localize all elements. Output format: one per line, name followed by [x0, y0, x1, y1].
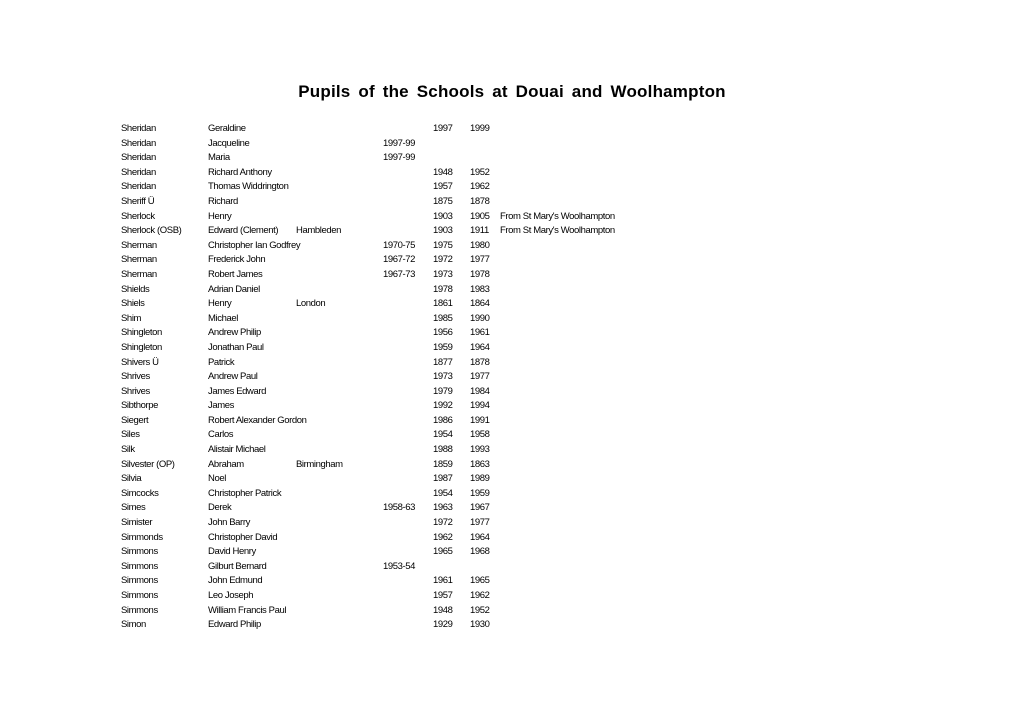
list-item: [0, 574, 1024, 589]
entry-year-cell: 1903: [433, 225, 453, 237]
list-item: [0, 428, 1024, 443]
forenames-cell: Henry: [208, 210, 232, 222]
leaving-year-cell: 1878: [470, 195, 490, 207]
surname-cell: Siegert: [121, 414, 149, 426]
surname-cell: Shrives: [121, 385, 150, 397]
forenames-cell: Geraldine: [208, 123, 246, 134]
list-item: [0, 122, 1024, 137]
forenames-cell: Carlos: [208, 429, 234, 441]
leaving-year-cell: 1863: [470, 458, 490, 470]
list-item: [0, 531, 1024, 546]
leaving-year-cell: 1864: [470, 298, 490, 310]
forenames-cell: Thomas Widdrington: [208, 181, 289, 193]
entry-year-cell: 1903: [433, 210, 453, 222]
leaving-year-cell: 1990: [470, 312, 490, 324]
forenames-cell: Richard: [208, 195, 238, 207]
surname-cell: Sheridan: [121, 166, 156, 178]
entry-year-cell: 1975: [433, 239, 453, 251]
surname-cell: Sheriff Ü: [121, 195, 155, 207]
entry-year-cell: 1972: [433, 254, 453, 266]
forenames-cell: Abraham: [208, 458, 244, 470]
list-item: [0, 253, 1024, 268]
surname-cell: Sheridan: [121, 137, 156, 149]
list-item: [0, 210, 1024, 225]
entry-year-cell: 1987: [433, 473, 453, 485]
entry-year-cell: 1961: [433, 575, 453, 587]
entry-year-cell: 1929: [433, 619, 453, 631]
forenames-cell: Andrew Paul: [208, 371, 258, 383]
entry-year-cell: 1875: [433, 195, 453, 207]
surname-cell: Shivers Ü: [121, 356, 159, 368]
list-item: [0, 356, 1024, 371]
surname-cell: Simmonds: [121, 531, 163, 543]
surname-cell: Simmons: [121, 546, 158, 558]
forenames-cell: Gilburt Bernard: [208, 560, 267, 572]
surname-cell: Simes: [121, 502, 146, 514]
place-cell: Hambleden: [296, 225, 341, 237]
surname-cell: Simcocks: [121, 487, 159, 499]
surname-cell: Simister: [121, 517, 153, 529]
forenames-cell: James: [208, 400, 234, 412]
list-item: [0, 180, 1024, 195]
entry-year-cell: 1956: [433, 327, 453, 339]
surname-cell: Sherman: [121, 254, 157, 266]
leaving-year-cell: 1958: [470, 429, 490, 441]
entry-year-cell: 1948: [433, 604, 453, 616]
forenames-cell: Derek: [208, 502, 232, 514]
place-cell: London: [296, 298, 326, 310]
entry-year-cell: 1972: [433, 517, 453, 529]
forenames-cell: Edward (Clement): [208, 225, 279, 237]
prep-years-cell: 1997-99: [383, 152, 416, 164]
prep-years-cell: 1958-63: [383, 502, 416, 514]
forenames-cell: Jacqueline: [208, 137, 250, 149]
list-item: [0, 151, 1024, 166]
entry-year-cell: 1965: [433, 546, 453, 558]
list-item: [0, 283, 1024, 298]
surname-cell: Shrives: [121, 371, 150, 383]
forenames-cell: William Francis Paul: [208, 604, 287, 616]
surname-cell: Sherman: [121, 268, 157, 280]
leaving-year-cell: 1978: [470, 268, 490, 280]
surname-cell: Silvia: [121, 473, 142, 485]
surname-cell: Simmons: [121, 604, 158, 616]
leaving-year-cell: 1962: [470, 181, 490, 193]
list-item: [0, 370, 1024, 385]
leaving-year-cell: 1952: [470, 166, 490, 178]
forenames-cell: Christopher Patrick: [208, 487, 282, 499]
list-item: [0, 560, 1024, 575]
prep-years-cell: 1953-54: [383, 560, 416, 572]
prep-years-cell: 1967-72: [383, 254, 416, 266]
list-item: [0, 487, 1024, 502]
surname-cell: Simon: [121, 619, 146, 631]
entry-year-cell: 1963: [433, 502, 453, 514]
leaving-year-cell: 1964: [470, 341, 490, 353]
forenames-cell: Frederick John: [208, 254, 266, 266]
surname-cell: Shingleton: [121, 341, 162, 353]
list-item: [0, 239, 1024, 254]
entry-year-cell: 1978: [433, 283, 453, 295]
forenames-cell: Robert James: [208, 268, 263, 280]
list-item: [0, 297, 1024, 312]
forenames-cell: Alistair Michael: [208, 444, 266, 456]
entry-year-cell: 1986: [433, 414, 453, 426]
entry-year-cell: 1997: [433, 123, 453, 134]
leaving-year-cell: 1967: [470, 502, 490, 514]
entry-year-cell: 1877: [433, 356, 453, 368]
leaving-year-cell: 1977: [470, 371, 490, 383]
forenames-cell: Andrew Philip: [208, 327, 261, 339]
forenames-cell: Henry: [208, 298, 232, 310]
forenames-cell: Noel: [208, 473, 226, 485]
entry-year-cell: 1954: [433, 429, 453, 441]
entry-year-cell: 1988: [433, 444, 453, 456]
list-item: [0, 618, 1024, 633]
leaving-year-cell: 1964: [470, 531, 490, 543]
leaving-year-cell: 1977: [470, 254, 490, 266]
surname-cell: Sherlock: [121, 210, 155, 222]
list-item: [0, 604, 1024, 619]
forenames-cell: David Henry: [208, 546, 256, 558]
list-item: [0, 545, 1024, 560]
surname-cell: Sherman: [121, 239, 157, 251]
list-item: [0, 458, 1024, 473]
entry-year-cell: 1959: [433, 341, 453, 353]
list-item: [0, 385, 1024, 400]
forenames-cell: Robert Alexander Gordon: [208, 414, 307, 426]
prep-years-cell: 1970-75: [383, 239, 416, 251]
leaving-year-cell: 1980: [470, 239, 490, 251]
forenames-cell: Richard Anthony: [208, 166, 272, 178]
forenames-cell: Leo Joseph: [208, 590, 254, 601]
list-item: [0, 268, 1024, 283]
entry-year-cell: 1962: [433, 531, 453, 543]
notes-cell: From St Mary's Woolhampton: [500, 225, 615, 237]
surname-cell: Sheridan: [121, 123, 156, 134]
list-item: [0, 399, 1024, 414]
entry-year-cell: 1957: [433, 590, 453, 601]
list-item: [0, 516, 1024, 531]
list-item: [0, 326, 1024, 341]
leaving-year-cell: 1994: [470, 400, 490, 412]
surname-cell: Shiels: [121, 298, 145, 310]
forenames-cell: Edward Philip: [208, 619, 261, 631]
entry-year-cell: 1985: [433, 312, 453, 324]
leaving-year-cell: 1965: [470, 575, 490, 587]
forenames-cell: Michael: [208, 312, 238, 324]
surname-cell: Shim: [121, 312, 142, 324]
pupil-list: [0, 122, 1024, 633]
leaving-year-cell: 1878: [470, 356, 490, 368]
leaving-year-cell: 1911: [470, 225, 489, 237]
entry-year-cell: 1979: [433, 385, 453, 397]
list-item: [0, 501, 1024, 516]
prep-years-cell: 1967-73: [383, 268, 416, 280]
entry-year-cell: 1957: [433, 181, 453, 193]
leaving-year-cell: 1952: [470, 604, 490, 616]
forenames-cell: John Edmund: [208, 575, 263, 587]
forenames-cell: Christopher David: [208, 531, 278, 543]
leaving-year-cell: 1984: [470, 385, 490, 397]
leaving-year-cell: 1959: [470, 487, 490, 499]
surname-cell: Simmons: [121, 590, 158, 601]
entry-year-cell: 1992: [433, 400, 453, 412]
forenames-cell: Jonathan Paul: [208, 341, 264, 353]
entry-year-cell: 1973: [433, 268, 453, 280]
list-item: [0, 589, 1024, 604]
list-item: [0, 312, 1024, 327]
entry-year-cell: 1861: [433, 298, 453, 310]
forenames-cell: Maria: [208, 152, 230, 164]
surname-cell: Sibthorpe: [121, 400, 159, 412]
surname-cell: Simmons: [121, 560, 158, 572]
entry-year-cell: 1948: [433, 166, 453, 178]
leaving-year-cell: 1993: [470, 444, 490, 456]
forenames-cell: John Barry: [208, 517, 250, 529]
leaving-year-cell: 1983: [470, 283, 490, 295]
list-item: [0, 341, 1024, 356]
list-item: [0, 224, 1024, 239]
surname-cell: Shields: [121, 283, 150, 295]
leaving-year-cell: 1999: [470, 123, 490, 134]
list-item: [0, 195, 1024, 210]
surname-cell: Siles: [121, 429, 140, 441]
leaving-year-cell: 1962: [470, 590, 490, 601]
list-item: [0, 472, 1024, 487]
forenames-cell: Christopher Ian Godfrey: [208, 239, 301, 251]
leaving-year-cell: 1930: [470, 619, 490, 631]
notes-cell: From St Mary's Woolhampton: [500, 210, 615, 222]
entry-year-cell: 1973: [433, 371, 453, 383]
list-item: [0, 166, 1024, 181]
leaving-year-cell: 1989: [470, 473, 490, 485]
surname-cell: Sheridan: [121, 152, 156, 164]
surname-cell: Simmons: [121, 575, 158, 587]
forenames-cell: James Edward: [208, 385, 267, 397]
list-item: [0, 137, 1024, 152]
leaving-year-cell: 1977: [470, 517, 490, 529]
prep-years-cell: 1997-99: [383, 137, 416, 149]
surname-cell: Silk: [121, 444, 135, 456]
page-title: Pupils of the Schools at Douai and Woolhampton: [298, 82, 726, 101]
leaving-year-cell: 1961: [470, 327, 490, 339]
surname-cell: Silvester (OP): [121, 458, 175, 470]
surname-cell: Shingleton: [121, 327, 162, 339]
place-cell: Birmingham: [296, 458, 343, 470]
entry-year-cell: 1954: [433, 487, 453, 499]
forenames-cell: Patrick: [208, 356, 235, 368]
forenames-cell: Adrian Daniel: [208, 283, 260, 295]
entry-year-cell: 1859: [433, 458, 453, 470]
surname-cell: Sheridan: [121, 181, 156, 193]
list-item: [0, 443, 1024, 458]
list-item: [0, 414, 1024, 429]
leaving-year-cell: 1905: [470, 210, 490, 222]
surname-cell: Sherlock (OSB): [121, 225, 182, 237]
leaving-year-cell: 1991: [470, 414, 490, 426]
leaving-year-cell: 1968: [470, 546, 490, 558]
